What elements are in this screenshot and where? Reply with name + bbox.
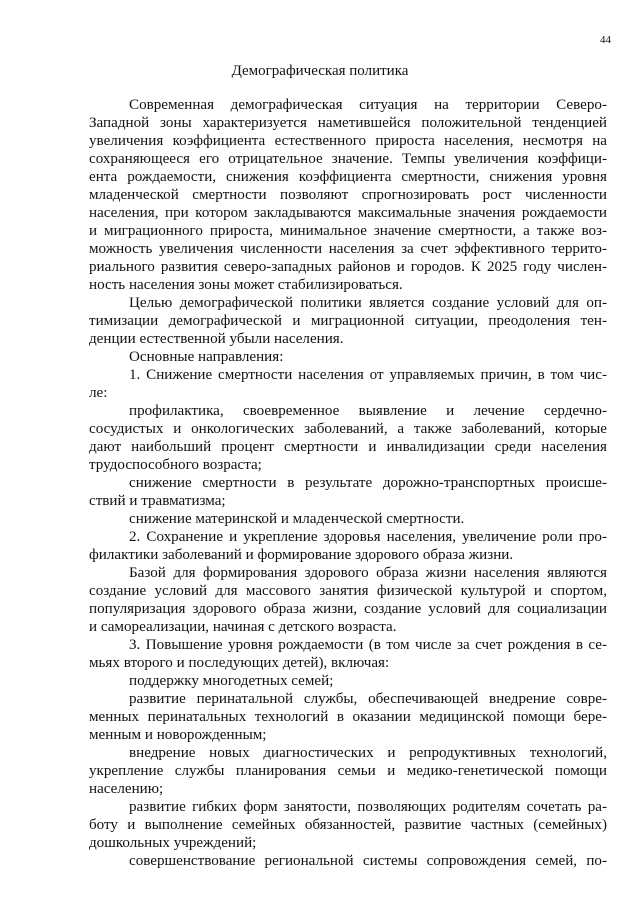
text-line: популяризация здорового образа жизни, создание условий для социализации: [89, 601, 607, 617]
text-line: увеличения коэффициента естественного прироста населения, несмотря на: [89, 133, 607, 149]
paragraph: [89, 96, 607, 294]
text-line: дошкольных учреждений;: [89, 835, 257, 851]
text-line: риального развития северо-западных районов и городов. К 2025 году числен-: [89, 259, 607, 275]
text-line: развитие перинатальной службы, обеспечивающей внедрение совре-: [129, 691, 607, 707]
page-title: Демографическая политика: [231, 63, 409, 79]
text-line: денции естественной убыли населения.: [89, 331, 344, 347]
text-line: сохраняющееся его отрицательное значение. Темпы увеличения коэффици-: [89, 151, 607, 167]
text-line: создание условий для массового занятия физической культурой и спортом,: [89, 583, 607, 599]
text-line: сосудистых и онкологических заболеваний, а также заболеваний, которые: [89, 421, 607, 437]
text-line: мьях второго и последующих детей), включая:: [89, 655, 390, 671]
text-line: внедрение новых диагностических и репродуктивных технологий,: [129, 745, 607, 761]
text-line: 2. Сохранение и укрепление здоровья населения, увеличение роли про-: [129, 529, 607, 545]
paragraph: [89, 690, 607, 744]
text-line: ента рождаемости, снижения коэффициента смертности, снижения уровня: [89, 169, 607, 185]
text-line: и самореализации, начиная с детского возраста.: [89, 619, 397, 635]
text-line: филактики заболеваний и формирование здорового образа жизни.: [89, 547, 514, 563]
text-line: трудоспособного возраста;: [89, 457, 262, 473]
text-line: ность населения зоны может стабилизироваться.: [89, 277, 403, 293]
text-line: Целью демографической политики является создание условий для оп-: [129, 295, 607, 311]
text-line: Современная демографическая ситуация на территории Северо-: [129, 97, 607, 113]
text-line: можность увеличения численности населения за счет эффективного террито-: [89, 241, 607, 257]
text-line: снижение смертности в результате дорожно-транспортных происше-: [129, 475, 607, 491]
paragraph: [89, 474, 607, 510]
paragraph: [89, 402, 607, 474]
paragraph: [89, 348, 607, 366]
text-line: населения, при котором закладываются максимальные значения рождаемости: [89, 205, 607, 221]
text-line: Базой для формирования здорового образа жизни населения являются: [129, 565, 607, 581]
text-line: и миграционного прироста, минимальное значение смертности, а также воз-: [89, 223, 607, 239]
text-line: младенческой смертности позволяют спрогнозировать рост численности: [89, 187, 607, 203]
text-line: дают наибольший процент смертности и инвалидизации среди населения: [89, 439, 607, 455]
text-line: поддержку многодетных семей;: [129, 673, 334, 689]
text-line: тимизации демографической и миграционной ситуации, преодоления тен-: [89, 313, 607, 329]
text-line: населению;: [89, 781, 164, 797]
text-line: профилактика, своевременное выявление и лечение сердечно-: [129, 403, 607, 419]
text-line: менным и новорожденным;: [89, 727, 267, 743]
paragraph: [89, 744, 607, 798]
paragraph: [89, 510, 607, 528]
text-line: совершенствование региональной системы сопровождения семей, по-: [129, 853, 607, 869]
paragraph: [89, 294, 607, 348]
text-line: развитие гибких форм занятости, позволяющих родителям сочетать ра-: [129, 799, 607, 815]
paragraph: [89, 528, 607, 564]
paragraph: [89, 636, 607, 672]
paragraph: [89, 672, 607, 690]
paragraph: [89, 366, 607, 402]
paragraph: [89, 798, 607, 852]
text-line: 3. Повышение уровня рождаемости (в том числе за счет рождения в се-: [129, 637, 607, 653]
paragraph: [89, 852, 607, 870]
page-number: 44: [600, 34, 611, 46]
text-line: менных перинатальных технологий в оказании медицинской помощи бере-: [89, 709, 607, 725]
text-line: боту и выполнение семейных обязанностей, развитие частных (семейных): [89, 817, 607, 833]
text-line: снижение материнской и младенческой смертности.: [129, 511, 465, 527]
text-line: Западной зоны характеризуется наметившейся положительной тенденцией: [89, 115, 607, 131]
text-line: укрепление службы планирования семьи и медико-генетической помощи: [89, 763, 607, 779]
text-line: 1. Снижение смертности населения от управляемых причин, в том чис-: [129, 367, 607, 383]
text-line: ствий и травматизма;: [89, 493, 226, 509]
text-line: Основные направления:: [129, 349, 284, 365]
text-line: ле:: [89, 385, 108, 401]
paragraph: [89, 564, 607, 636]
document-body: [89, 96, 607, 870]
